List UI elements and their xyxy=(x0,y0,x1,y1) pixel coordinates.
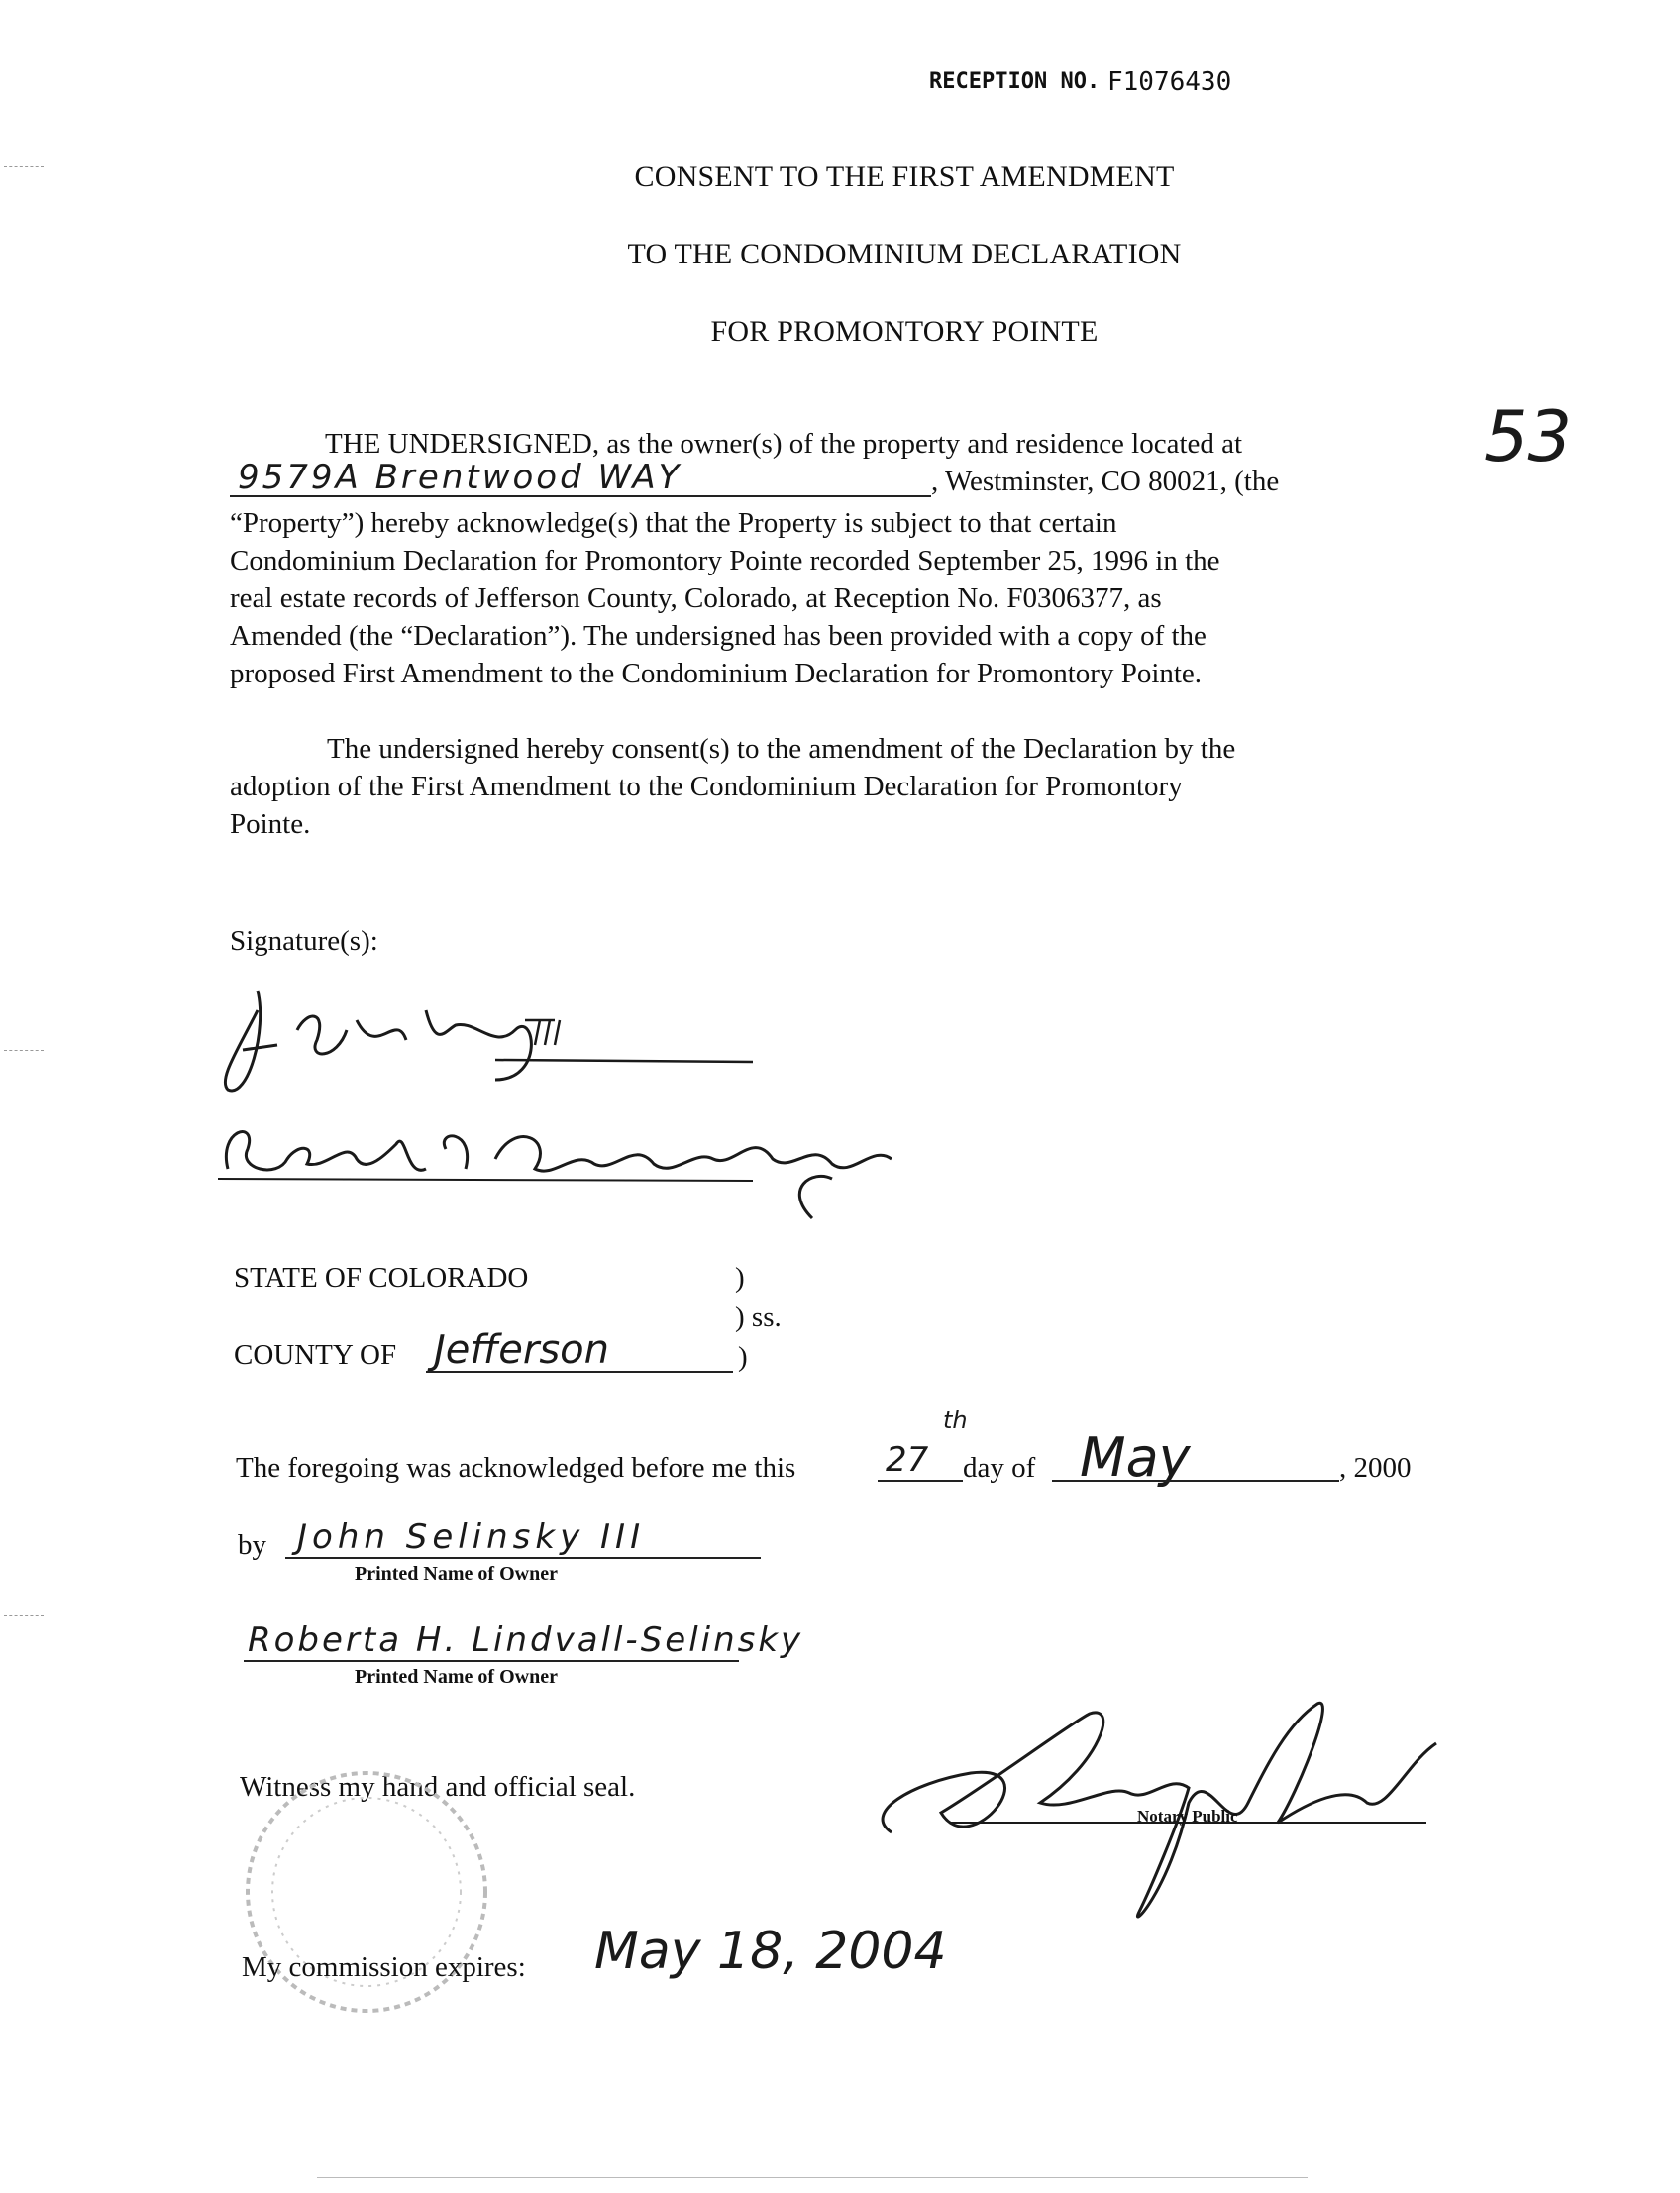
commission-date: May 18, 2004 xyxy=(594,1922,947,1981)
owner2-underline xyxy=(244,1660,739,1662)
state-label: STATE OF COLORADO xyxy=(234,1262,529,1294)
ack-day: 27 xyxy=(886,1440,929,1480)
witness-label: Witness my hand and official seal. xyxy=(240,1771,636,1803)
para1-line-4: Condominium Declaration for Promontory Pointe recorded September 25, 1996 in the xyxy=(230,545,1220,576)
by-label: by xyxy=(238,1529,266,1561)
address-handwritten: 9579A Brentwood WAY xyxy=(238,458,682,497)
address-underline xyxy=(230,495,931,497)
commission-label: My commission expires: xyxy=(242,1951,526,1983)
ack-year: , 2000 xyxy=(1339,1452,1412,1484)
page-mark: 53 xyxy=(1484,396,1573,477)
county-handwritten: Jefferson xyxy=(434,1327,609,1373)
owner1-printed-label: Printed Name of Owner xyxy=(355,1563,558,1585)
scan-mark xyxy=(4,1050,44,1051)
county-label: COUNTY OF xyxy=(234,1339,397,1371)
para2-line-2: adoption of the First Amendment to the Condominium Declaration for Promontory xyxy=(230,771,1183,802)
owner2-printed-label: Printed Name of Owner xyxy=(355,1666,558,1688)
ack-day-underline xyxy=(878,1480,963,1482)
paren-3: ) xyxy=(738,1341,748,1373)
title-line-1: CONSENT TO THE FIRST AMENDMENT xyxy=(634,160,1175,193)
para1-line-7: proposed First Amendment to the Condominium Declaration for Promontory Pointe. xyxy=(230,658,1203,689)
notary-seal-stamp xyxy=(218,1733,515,2050)
owner2-printed: Roberta H. Lindvall-Selinsky xyxy=(248,1620,804,1660)
ack-month-underline xyxy=(1052,1480,1339,1482)
para1-line-1: THE UNDERSIGNED, as the owner(s) of the property and residence located at xyxy=(325,428,1243,460)
reception-label: RECEPTION NO. xyxy=(929,69,1101,94)
scan-mark xyxy=(4,1615,44,1616)
reception-number: F1076430 xyxy=(1107,67,1232,97)
para1-line-2: , Westminster, CO 80021, (the xyxy=(931,466,1280,497)
para1-line-6: Amended (the “Declaration”). The undersigned has been provided with a copy of the xyxy=(230,620,1207,652)
ack-day-suffix: th xyxy=(943,1407,968,1434)
scan-mark xyxy=(4,166,44,167)
notary-public-label: Notary Public xyxy=(1137,1807,1238,1826)
ss-label: ) ss. xyxy=(735,1302,782,1333)
title-line-2: TO THE CONDOMINIUM DECLARATION xyxy=(627,238,1182,270)
county-underline xyxy=(426,1371,733,1373)
para2-line-1: The undersigned hereby consent(s) to the amendment of the Declaration by the xyxy=(327,733,1236,765)
para1-line-3: “Property”) hereby acknowledge(s) that the Property is subject to that certain xyxy=(230,507,1117,539)
title-line-3: FOR PROMONTORY POINTE xyxy=(710,315,1099,348)
owner-signatures xyxy=(198,971,1109,1268)
para2-line-3: Pointe. xyxy=(230,808,311,840)
notary-signature xyxy=(852,1664,1466,1941)
ack-day-of: day of xyxy=(963,1452,1036,1484)
ack-month: May xyxy=(1080,1426,1191,1489)
para1-line-5: real estate records of Jefferson County, Colorado, at Reception No. F0306377, as xyxy=(230,582,1162,614)
scan-bottom-mark xyxy=(317,2177,1308,2178)
ack-prefix: The foregoing was acknowledged before me this xyxy=(236,1452,796,1484)
owner1-printed: John Selinsky III xyxy=(297,1517,646,1557)
owner1-underline xyxy=(285,1557,761,1559)
paren-1: ) xyxy=(735,1262,745,1294)
signatures-label: Signature(s): xyxy=(230,925,378,957)
